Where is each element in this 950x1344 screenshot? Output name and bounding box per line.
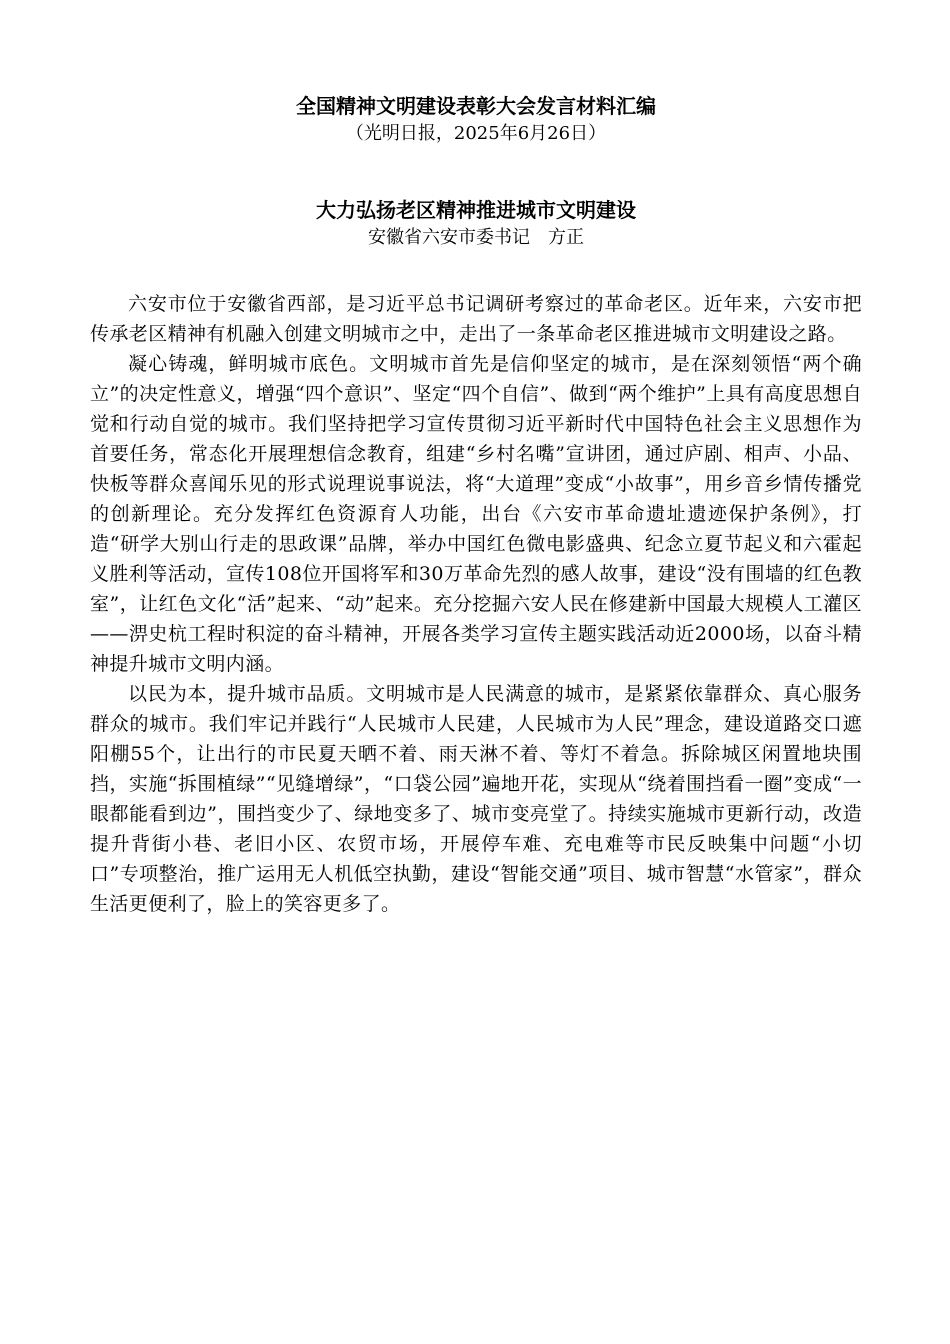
article-author: 安徽省六安市委书记 方正 (368, 227, 584, 248)
document-source: （光明日报，2025年6月26日） (345, 123, 607, 144)
article-title: 大力弘扬老区精神推进城市文明建设 (316, 198, 636, 222)
document-title: 全国精神文明建设表彰大会发言材料汇编 (296, 94, 656, 118)
paragraph-people: 以民为本，提升城市品质。文明城市是人民满意的城市，是紧紧依靠群众、真心服务群众的城市。我们牢记并践行“人民城市人民建，人民城市为人民”理念，建设道路交口遮阳棚55个，让出行的市民夏天晒不着、雨天淋不着、等灯不着急。拆除城区闲置地块围挡，实施“拆围植绿”“见缝增绿”，“口袋公园”遍地开花，实现从“绕着围挡看一圈”变成“一眼都能看到边”，围挡变少了、绿地变多了、城市变亮堂了。持续实施城市更新行动，改造提升背街小巷、老旧小区、农贸市场，开展停车难、充电难等市民反映集中问题“小切口”专项整治，推广运用无人机低空执勤，建设“智能交通”项目、城市智慧“水管家”，群众生活更便利了，脸上的笑容更多了。 (90, 683, 862, 915)
paragraph-belief: 凝心铸魂，鲜明城市底色。文明城市首先是信仰坚定的城市，是在深刻领悟“两个确立”的决定性意义，增强“四个意识”、坚定“四个自信”、做到“两个维护”上具有高度思想自觉和行动自觉的城市。我们坚持把学习宣传贯彻习近平新时代中国特色社会主义思想作为首要任务，常态化开展理想信念教育，组建“乡村名嘴”宣讲团，通过庐剧、相声、小品、快板等群众喜闻乐见的形式说理说事说法，将“大道理”变成“小故事”，用乡音乡情传播党的创新理论。充分发挥红色资源育人功能，出台《六安市革命遗址遗迹保护条例》，打造“研学大别山行走的思政课”品牌，举办中国红色微电影盛典、纪念立夏节起义和六霍起义胜利等活动，宣传108位开国将军和30万革命先烈的感人故事，建设“没有围墙的红色教室”，让红色文化“活”起来、“动”起来。充分挖掘六安人民在修建新中国最大规模人工灌区——淠史杭工程时积淀的奋斗精神，开展各类学习宣传主题实践活动近2000场，以奋斗精神提升城市文明内涵。 (90, 353, 862, 675)
document-page (90, 92, 862, 919)
paragraph-intro: 六安市位于安徽省西部，是习近平总书记调研考察过的革命老区。近年来，六安市把传承老区精神有机融入创建文明城市之中，走出了一条革命老区推进城市文明建设之路。 (90, 293, 862, 345)
article-body (90, 289, 862, 919)
